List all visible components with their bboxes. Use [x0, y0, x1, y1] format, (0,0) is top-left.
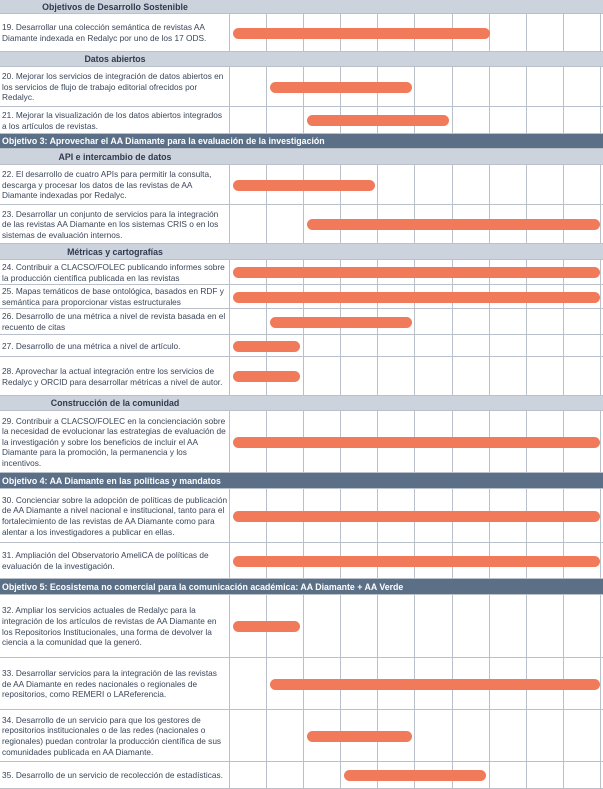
grid-cell	[527, 595, 564, 658]
grid-cell	[490, 107, 527, 134]
timeline-bar	[233, 180, 375, 191]
grid-cell	[267, 710, 304, 762]
grid-cell	[230, 762, 267, 789]
timeline-bar	[307, 219, 600, 230]
grid-cell	[453, 595, 490, 658]
grid-cell	[564, 335, 601, 357]
task-label: 21. Mejorar la visualización de los datos abiertos integrados a los artículos de revistas.	[2, 109, 222, 131]
grid-cell	[490, 335, 527, 357]
grid-cell	[0, 335, 230, 357]
grid-cell	[490, 165, 527, 205]
grid-cell	[341, 357, 378, 396]
grid-cell	[0, 543, 230, 579]
timeline-bar	[270, 82, 412, 93]
objective-header	[0, 579, 603, 595]
objective-header	[0, 134, 603, 149]
grid-cell	[304, 762, 341, 789]
section-header	[0, 244, 603, 260]
grid-cell	[378, 595, 415, 658]
grid-cell	[378, 335, 415, 357]
task-row	[0, 285, 603, 309]
section-title: Objetivo 3: Aprovechar el AA Diamante para la evaluación de la investigación	[2, 136, 325, 147]
task-label: 24. Contribuir a CLACSO/FOLEC publicando informes sobre la producción científica publicada en las revistas	[2, 261, 225, 283]
grid-cell	[230, 309, 267, 335]
grid-cell	[0, 165, 230, 205]
grid-cell	[527, 165, 564, 205]
section-title: API e intercambio de datos	[58, 151, 172, 162]
task-label: 28. Aprovechar la actual integración entre los servicios de Redalyc y ORCID para desarrollar métricas a nivel de autor.	[2, 365, 223, 387]
task-row	[0, 762, 603, 789]
grid-cell	[416, 710, 453, 762]
timeline-bar	[233, 371, 300, 382]
task-label: 22. El desarrollo de cuatro APIs para permitir la consulta, descarga y procesar los datos de las revistas de AA Diamante indexadas por Redalyc.	[2, 169, 212, 201]
grid-cell	[341, 335, 378, 357]
section-title: Métricas y cartografías	[67, 246, 163, 257]
timeline-bar	[233, 267, 600, 278]
objective-header	[0, 473, 603, 489]
timeline-bar	[233, 292, 600, 303]
task-label: 27. Desarrollo de una métrica a nivel de artículo.	[2, 340, 181, 351]
grid-cell	[453, 107, 490, 134]
grid-cell	[490, 710, 527, 762]
grid-cell	[527, 107, 564, 134]
grid-cell	[0, 309, 230, 335]
section-title: Construcción de la comunidad	[50, 398, 180, 409]
task-row	[0, 595, 603, 658]
section-header	[0, 396, 603, 411]
grid-cell	[564, 165, 601, 205]
task-row	[0, 489, 603, 543]
task-label: 30. Concienciar sobre la adopción de políticas de publicación de AA Diamante a nivel nacional e institucional, tanto para el fortalecimiento de las revistas de AA Diamante como para alentar a los investigadores a publicar en ellas.	[2, 494, 228, 537]
grid-cell	[453, 335, 490, 357]
timeline-bar	[270, 679, 600, 690]
task-label: 19. Desarrollar una colección semántica de revistas AA Diamante indexada en Redalyc por uno de los 17 ODS.	[2, 22, 207, 43]
grid-cell	[416, 595, 453, 658]
grid-cell	[527, 762, 564, 789]
grid-cell	[564, 762, 601, 789]
task-label: 23. Desarrollar un conjunto de servicios para la integración de las revistas AA Diamante en los sistemas CRIS o en los sistemas de evaluación internos.	[2, 208, 219, 240]
grid-cell	[564, 595, 601, 658]
task-row	[0, 411, 603, 473]
grid-cell	[0, 14, 230, 52]
task-label: 35. Desarrollo de un servicio de recolección de estadísticas.	[2, 770, 223, 781]
grid-cell	[527, 357, 564, 396]
task-label: 20. Mejorar los servicios de integración de datos abiertos en los servicios de flujo de trabajo editorial ofrecidos por Redalyc.	[2, 71, 224, 103]
grid-cell	[0, 107, 230, 134]
task-row	[0, 260, 603, 285]
section-header	[0, 0, 603, 14]
task-row	[0, 107, 603, 134]
task-row	[0, 165, 603, 205]
grid-cell	[267, 762, 304, 789]
grid-cell	[564, 357, 601, 396]
timeline-bar	[233, 437, 600, 448]
task-label: 34. Desarrollo de un servicio para que los gestores de repositorios institucionales o de las redes (nacionales o regionales) puedan controlar la producción científica de sus comunidades publicada en AA Diamante.	[2, 714, 222, 757]
grid-cell	[453, 710, 490, 762]
timeline-bar	[307, 731, 412, 742]
grid-cell	[0, 205, 230, 244]
grid-cell	[564, 67, 601, 107]
grid-cell	[527, 335, 564, 357]
grid-cell	[0, 357, 230, 396]
grid-cell	[564, 107, 601, 134]
task-label: 31. Ampliación del Observatorio AmeliCA de políticas de evaluación de la investigación.	[2, 550, 209, 571]
task-row	[0, 205, 603, 244]
timeline-bar	[233, 621, 300, 632]
task-row	[0, 658, 603, 710]
grid-cell	[304, 357, 341, 396]
grid-cell	[0, 260, 230, 285]
grid-cell	[0, 762, 230, 789]
grid-cell	[416, 165, 453, 205]
section-title: Datos abiertos	[84, 54, 146, 65]
task-label: 25. Mapas temáticos de base ontológica, basados en RDF y semántica para proporcionar vistas estructurales	[2, 286, 224, 307]
task-row	[0, 14, 603, 52]
grid-cell	[564, 14, 601, 52]
section-title: Objetivo 5: Ecosistema no comercial para la comunicación académica: AA Diamante + AA Verde	[2, 581, 404, 592]
task-label: 26. Desarrollo de una métrica a nivel de revista basada en el recuento de citas	[2, 311, 226, 332]
grid-cell	[416, 309, 453, 335]
task-row	[0, 357, 603, 396]
grid-cell	[527, 710, 564, 762]
task-label: 29. Contribuir a CLACSO/FOLEC en la concienciación sobre la necesidad de evolucionar las estrategias de evaluación de la investigación y sobre los beneficios de incluir el AA Diamante para la promoción, la permanencia y los incentivos.	[2, 415, 226, 468]
grid-cell	[527, 67, 564, 107]
grid-cell	[490, 309, 527, 335]
task-label: 33. Desarrollar servicios para la integración de las revistas de AA Diamante en redes nacionales o regionales de repositorios, como REMERI o LAReferencia.	[2, 668, 217, 700]
grid-cell	[490, 762, 527, 789]
grid-cell	[490, 14, 527, 52]
grid-cell	[267, 107, 304, 134]
grid-cell	[0, 67, 230, 107]
timeline-bar	[307, 115, 449, 126]
task-row	[0, 67, 603, 107]
grid-cell	[453, 357, 490, 396]
grid-cell	[0, 710, 230, 762]
timeline-bar	[344, 770, 486, 781]
task-row	[0, 710, 603, 762]
grid-cell	[0, 489, 230, 543]
grid-cell	[564, 309, 601, 335]
grid-cell	[0, 411, 230, 473]
grid-cell	[267, 205, 304, 244]
grid-cell	[416, 335, 453, 357]
task-row	[0, 543, 603, 579]
grid-cell	[341, 595, 378, 658]
grid-cell	[230, 107, 267, 134]
section-title: Objetivos de Desarrollo Sostenible	[42, 1, 188, 12]
grid-cell	[0, 658, 230, 710]
grid-cell	[490, 357, 527, 396]
grid-cell	[416, 357, 453, 396]
timeline-bar	[233, 511, 600, 522]
grid-cell	[0, 285, 230, 309]
grid-cell	[527, 14, 564, 52]
grid-cell	[453, 165, 490, 205]
grid-cell	[0, 595, 230, 658]
grid-cell	[378, 165, 415, 205]
section-title: Objetivo 4: AA Diamante en las políticas y mandatos	[2, 475, 221, 486]
grid-cell	[453, 309, 490, 335]
task-row	[0, 335, 603, 357]
grid-cell	[230, 658, 267, 710]
grid-cell	[416, 67, 453, 107]
section-header	[0, 52, 603, 67]
grid-cell	[527, 309, 564, 335]
timeline-bar	[233, 341, 300, 352]
grid-cell	[378, 357, 415, 396]
grid-cell	[304, 595, 341, 658]
timeline-bar	[270, 317, 412, 328]
timeline-bar	[233, 556, 600, 567]
grid-cell	[564, 710, 601, 762]
grid-cell	[230, 710, 267, 762]
grid-cell	[453, 67, 490, 107]
grid-cell	[230, 67, 267, 107]
grid-cell	[490, 67, 527, 107]
grid-cell	[490, 595, 527, 658]
task-label: 32. Ampliar los servicios actuales de Redalyc para la integración de los artículos de revistas de AA Diamante en los Repositorios Institucionales, una forma de devolver la ciencia a la comunidad que la generó.	[2, 605, 217, 648]
grid-cell	[304, 335, 341, 357]
grid-cell	[230, 205, 267, 244]
timeline-bar	[233, 28, 490, 39]
task-row	[0, 309, 603, 335]
section-header	[0, 149, 603, 165]
